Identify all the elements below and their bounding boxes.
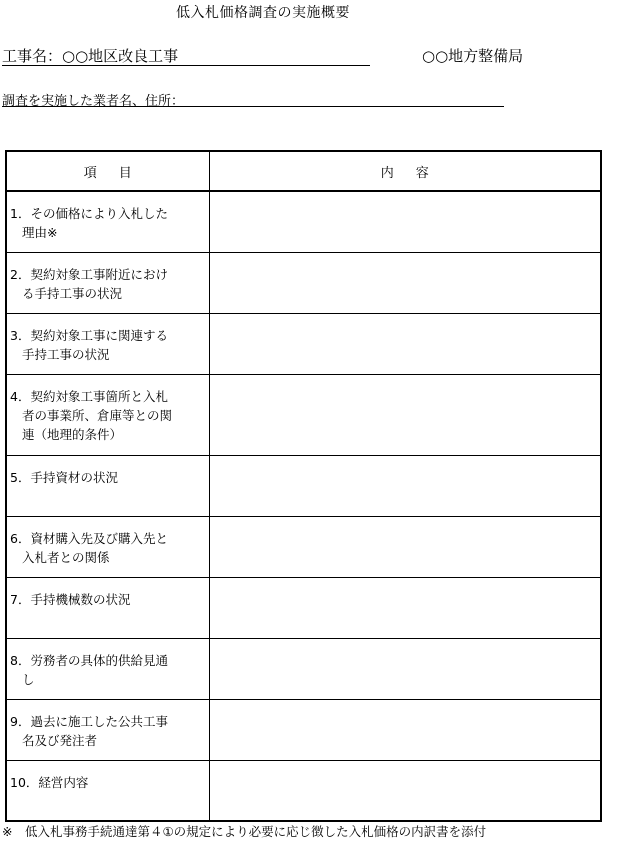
content-cell[interactable] <box>209 638 601 699</box>
table-row <box>6 313 601 374</box>
footnote: ※ 低入札事務手続通達第４①の規定により必要に応じ徴した入札価格の内訳書を添付 <box>2 824 487 839</box>
item-label: 7．手持機械数の状況 <box>10 591 131 607</box>
bureau-name: ○○地方整備局 <box>422 47 524 65</box>
contractor-label: 調査を実施した業者名、住所： <box>2 94 185 109</box>
item-cell <box>6 313 209 374</box>
item-cell <box>6 516 209 577</box>
table-row <box>6 374 601 455</box>
table-row <box>6 252 601 313</box>
item-cell <box>6 374 209 455</box>
item-cell <box>6 699 209 760</box>
column-header-item: 項目 <box>6 151 209 191</box>
table-row <box>6 638 601 699</box>
table-row <box>6 760 601 821</box>
project-name-label: 工事名：○○地区改良工事 <box>2 47 179 65</box>
item-cell <box>6 252 209 313</box>
content-cell[interactable] <box>209 374 601 455</box>
survey-table <box>5 150 602 822</box>
content-cell[interactable] <box>209 699 601 760</box>
item-cell <box>6 760 209 821</box>
item-label: 4．契約対象工事箇所と入札 者の事業所、倉庫等との関 連（地理的条件） <box>10 388 173 442</box>
content-cell[interactable] <box>209 313 601 374</box>
content-cell[interactable] <box>209 760 601 821</box>
item-label: 5．手持資材の状況 <box>10 469 118 485</box>
contractor-field <box>2 90 504 107</box>
item-cell <box>6 455 209 516</box>
item-label: 1．その価格により入札した 理由※ <box>10 206 168 240</box>
item-label: 6．資材購入先及び購入先と 入札者との関係 <box>10 530 168 565</box>
page-title: 低入札価格調査の実施概要 <box>176 5 350 21</box>
item-label: 9．過去に施工した公共工事 名及び発注者 <box>10 713 168 748</box>
column-header-content: 内容 <box>209 151 601 191</box>
item-label: 3．契約対象工事に関連する 手持工事の状況 <box>10 327 168 362</box>
content-cell[interactable] <box>209 577 601 638</box>
item-cell <box>6 577 209 638</box>
table-header-row <box>6 151 601 191</box>
content-cell[interactable] <box>209 252 601 313</box>
table-row <box>6 455 601 516</box>
content-cell[interactable] <box>209 455 601 516</box>
content-cell[interactable] <box>209 516 601 577</box>
project-name-field <box>2 45 370 66</box>
table-row <box>6 577 601 638</box>
table-row <box>6 516 601 577</box>
item-label: 10．経営内容 <box>10 774 89 790</box>
item-cell <box>6 638 209 699</box>
item-label: 8．労務者の具体的供給見通 し <box>10 652 168 687</box>
item-label: 2．契約対象工事附近におけ る手持工事の状況 <box>10 266 168 301</box>
content-cell[interactable] <box>209 191 601 252</box>
item-cell <box>6 191 209 252</box>
table-row <box>6 191 601 252</box>
table-row <box>6 699 601 760</box>
